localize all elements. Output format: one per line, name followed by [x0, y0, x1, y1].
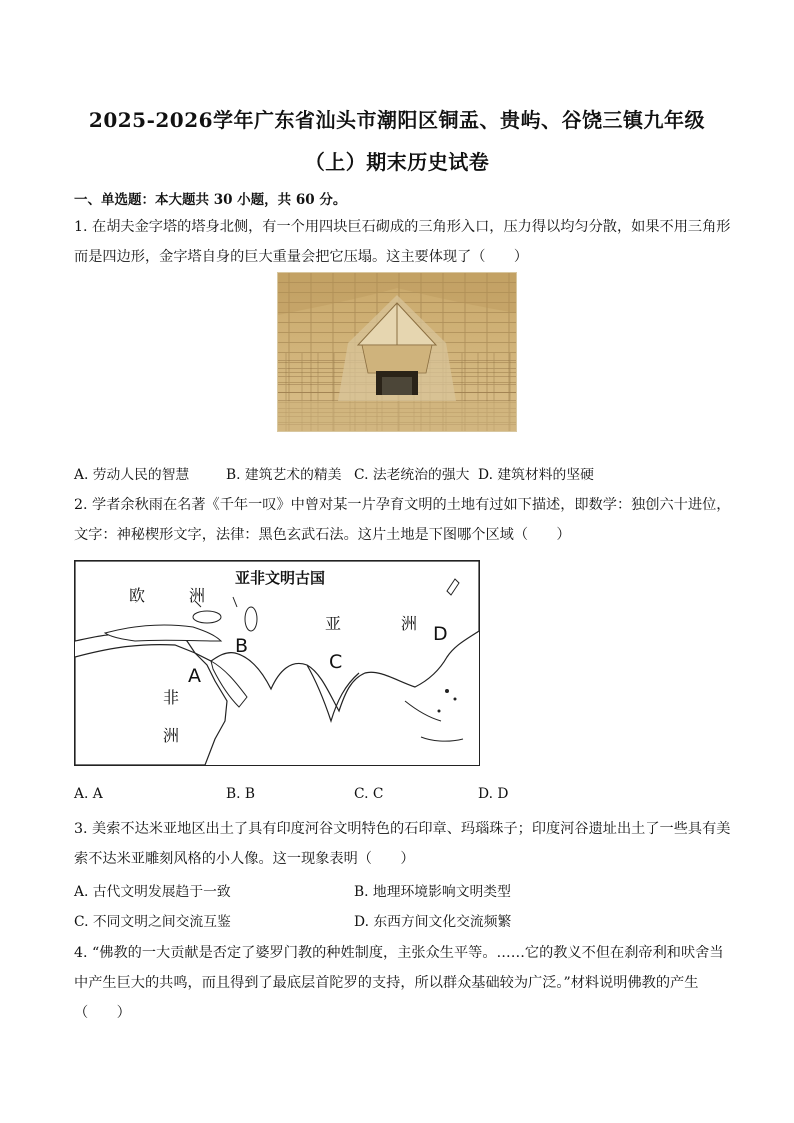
q1-option-c[interactable]: C. 法老统治的强大 — [354, 467, 470, 483]
map-label-asia-2: 洲 — [401, 614, 418, 633]
q2-option-b[interactable]: B. B — [226, 786, 256, 802]
map-marker-c: C — [329, 651, 343, 673]
map-label-asia-1: 亚 — [325, 614, 342, 633]
pyramid-entrance-photo — [277, 272, 517, 432]
q2-stem-line2: 文字：神秘楔形文字，法律：黑色玄武石法。这片土地是下图哪个区域（ ） — [74, 527, 571, 543]
exam-title-line2: （上）期末历史试卷 — [304, 150, 490, 174]
map-label-europe-1: 欧 — [129, 586, 146, 605]
map-label-africa-1: 非 — [163, 688, 180, 707]
q3-stem-line2: 索不达米亚雕刻风格的小人像。这一现象表明（ ） — [74, 851, 415, 867]
q2-option-a[interactable]: A. A — [74, 786, 103, 802]
map-marker-b: B — [235, 635, 249, 657]
pyramid-photo-drawing — [278, 273, 516, 431]
q1-option-b[interactable]: B. 建筑艺术的精美 — [226, 467, 342, 483]
q3-stem-line1: 3. 美索不达米亚地区出土了具有印度河谷文明特色的石印章、玛瑙珠子；印度河谷遗址出土了一些具有美 — [74, 821, 731, 837]
map-title: 亚非文明古国 — [235, 569, 326, 587]
q3-option-b[interactable]: B. 地理环境影响文明类型 — [354, 884, 511, 900]
q3-option-a[interactable]: A. 古代文明发展趋于一致 — [74, 884, 231, 900]
q1-stem-line1: 1. 在胡夫金字塔的塔身北侧，有一个用四块巨石砌成的三角形入口，压力得以均匀分散，如果不用三角形 — [74, 219, 731, 235]
map-label-europe-2: 洲 — [189, 586, 206, 605]
asia-africa-civilizations-map — [74, 560, 480, 766]
q4-stem-line2: 中产生巨大的共鸣，而且得到了最底层首陀罗的支持，所以群众基础较为广泛。”材料说明佛教的产生 — [74, 975, 699, 991]
exam-title-line1: 2025-2026学年广东省汕头市潮阳区铜盂、贵屿、谷饶三镇九年级 — [88, 108, 706, 132]
q4-stem-line1: 4. “佛教的一大贡献是否定了婆罗门教的种姓制度，主张众生平等。……它的教义不但在刹帝利和吠舍当 — [74, 945, 724, 961]
q1-option-a[interactable]: A. 劳动人民的智慧 — [74, 467, 190, 483]
q1-stem-line2: 而是四边形，金字塔自身的巨大重量会把它压塌。这主要体现了（ ） — [74, 249, 529, 265]
map-marker-a: A — [188, 665, 201, 687]
q2-option-c[interactable]: C. C — [354, 786, 384, 802]
section-heading: 一、单选题：本大题共 30 小题，共 60 分。 — [74, 192, 347, 208]
q4-stem-line3: （ ） — [74, 1005, 131, 1021]
map-label-africa-2: 洲 — [163, 726, 180, 745]
q3-option-c[interactable]: C. 不同文明之间交流互鉴 — [74, 914, 231, 930]
q2-option-d[interactable]: D. D — [478, 786, 509, 802]
q2-stem-line1: 2. 学者余秋雨在名著《千年一叹》中曾对某一片孕育文明的土地有过如下描述，即数学：独创六十进位， — [74, 497, 731, 513]
map-marker-d: D — [433, 623, 448, 645]
q3-option-d[interactable]: D. 东西方间文化交流频繁 — [354, 914, 512, 930]
q1-option-d[interactable]: D. 建筑材料的坚硬 — [478, 467, 594, 483]
